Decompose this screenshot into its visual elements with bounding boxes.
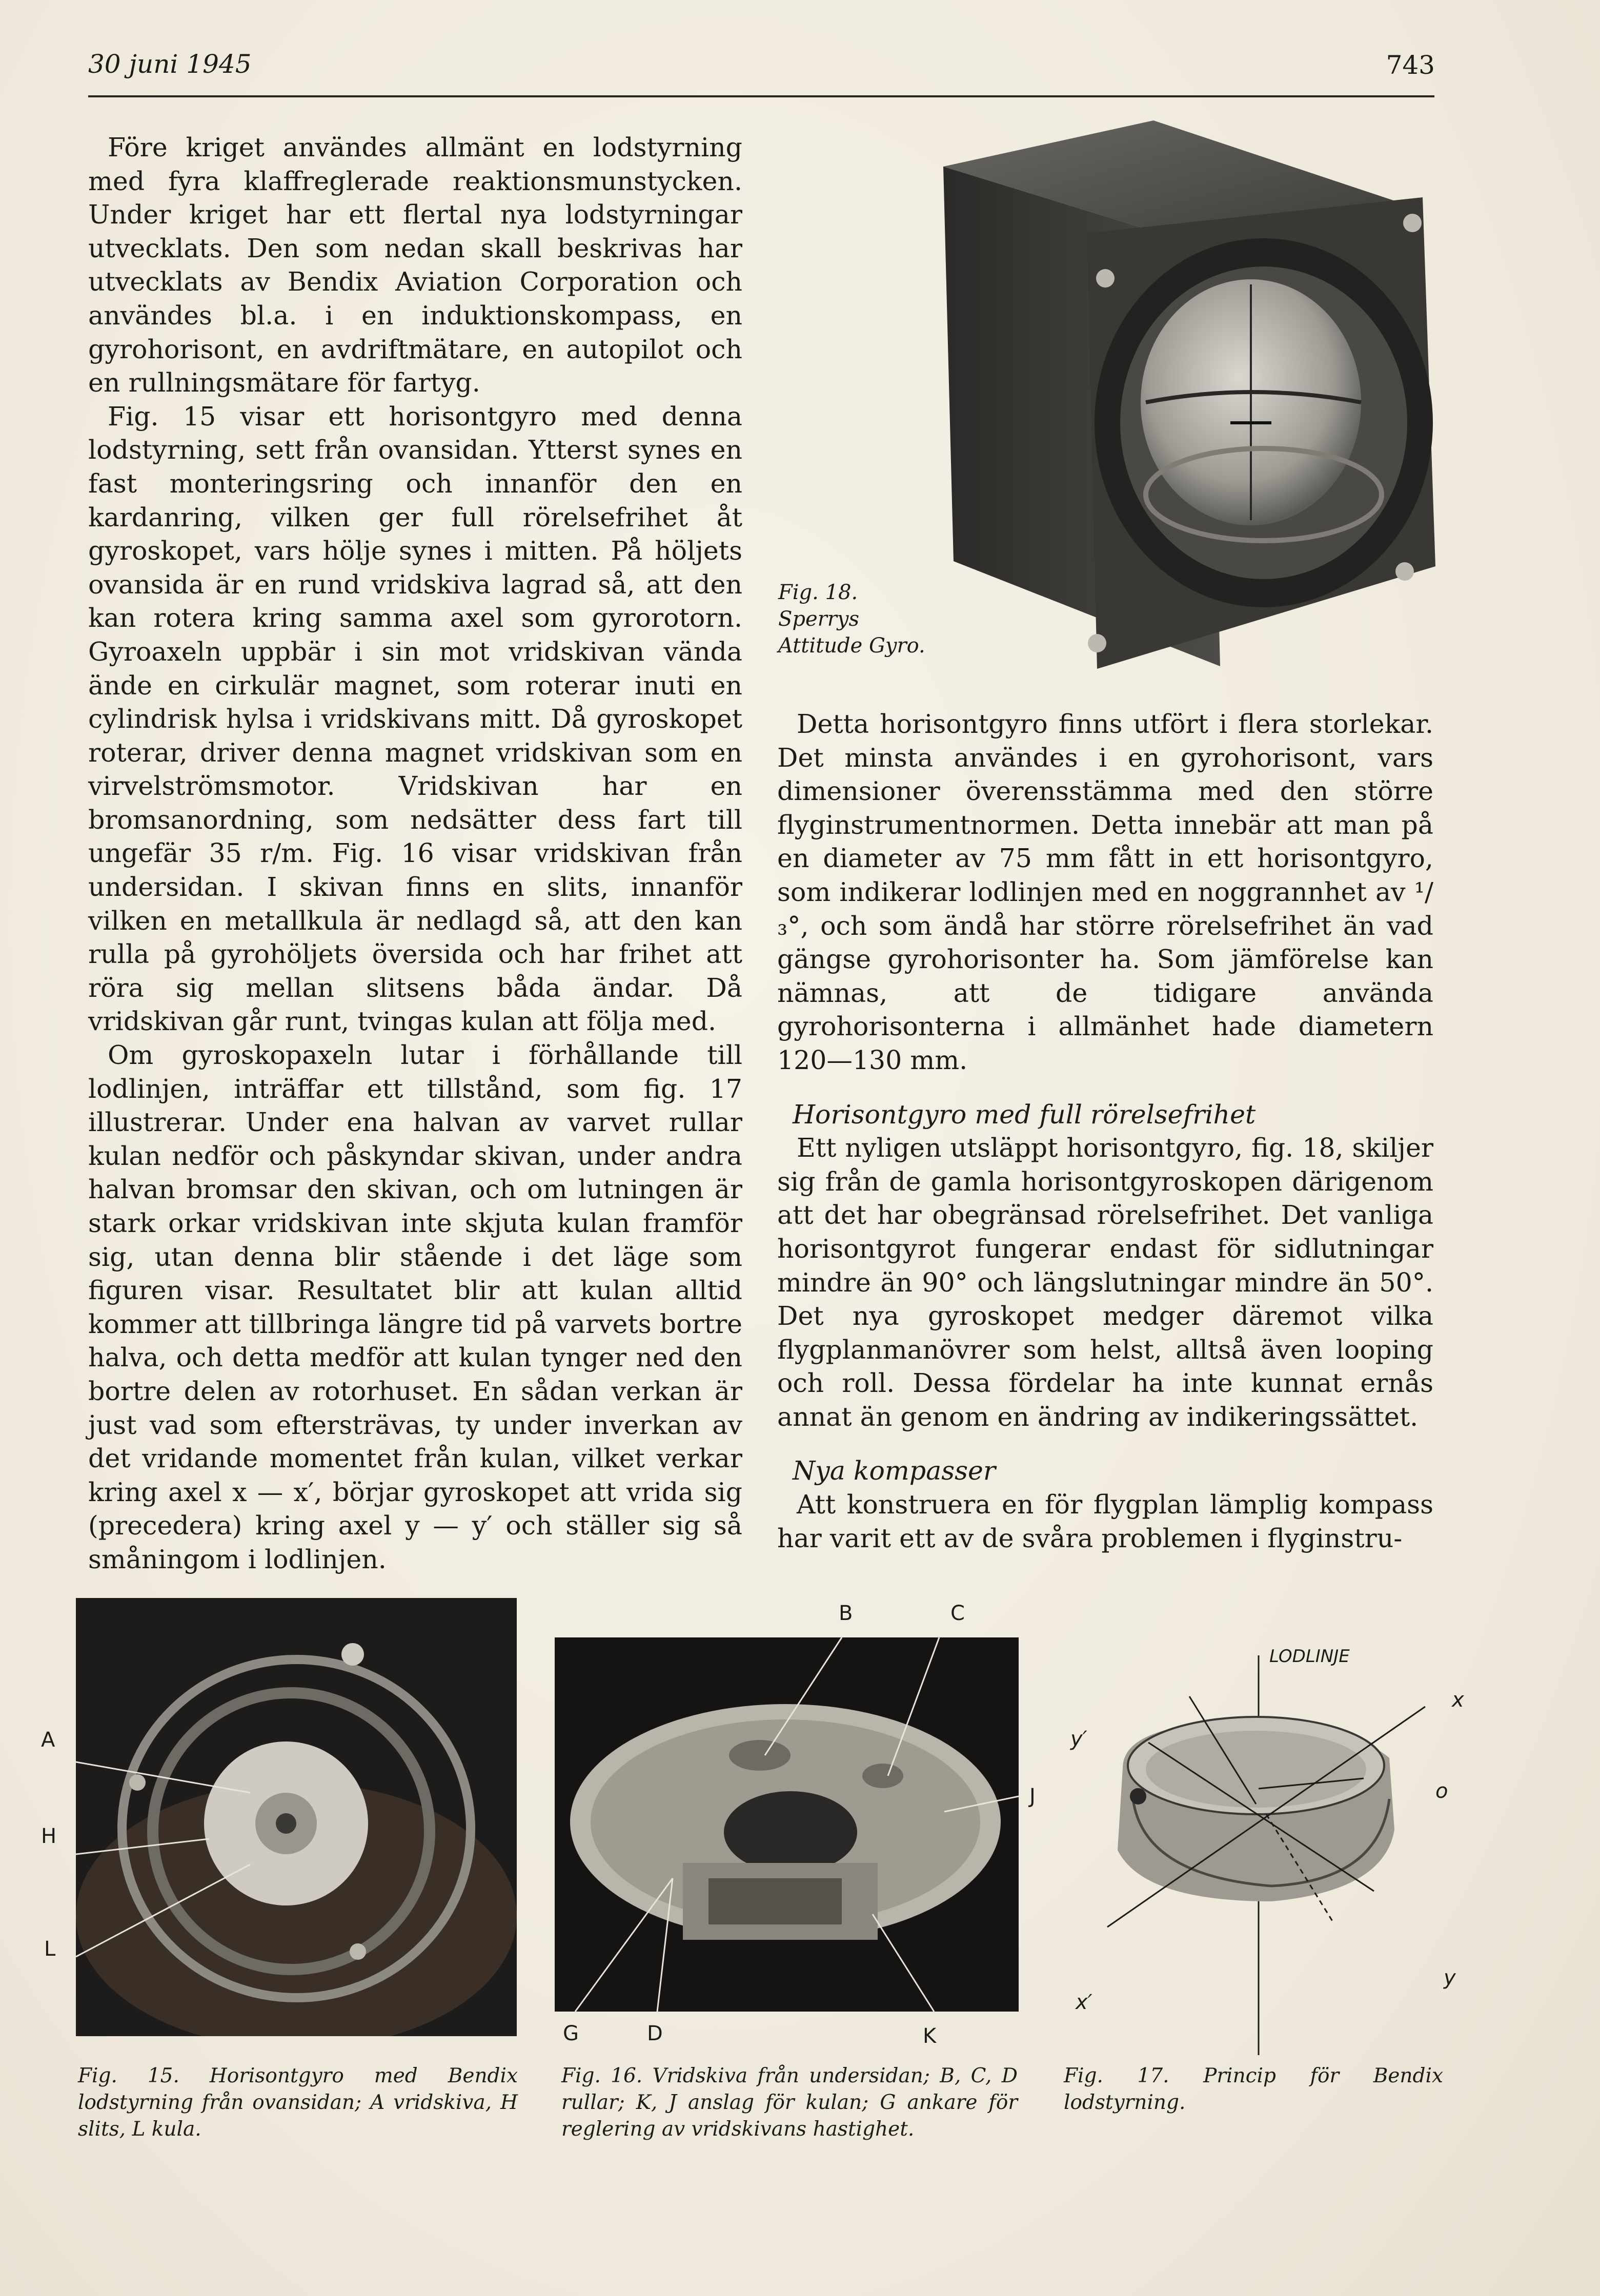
fig15-label-h: H: [41, 1824, 57, 1848]
fig17-label-o: o: [1435, 1779, 1448, 1803]
fig17-label-y: y: [1444, 1966, 1456, 1990]
fig15-label-l: L: [44, 1937, 56, 1961]
fig18-caption: Fig. 18. Sperrys Attitude Gyro.: [778, 581, 925, 658]
fig17-label-x-prime: x′: [1076, 1991, 1092, 2014]
fig16-label-c: C: [950, 1602, 965, 1625]
paragraph: Att konstruera en för flygplan lämplig kompass har varit ett av de svåra problemen i flyginstru-: [777, 1489, 1433, 1553]
fig16-label-d: D: [647, 2022, 663, 2045]
section-heading: Nya kompasser: [793, 1455, 996, 1486]
fig17-label-lodlinje: LODLINJE: [1269, 1646, 1350, 1667]
paragraph: Detta horisontgyro finns utfört i flera storlekar. Det minsta användes i en gyrohorisont, vars dimensioner överensstämma med den större flyginstrumentnormen. Detta innebär att man på en diameter av 75 mm fått in ett horisontgyro, som indikerar lodlinjen med en noggrannhet av ¹/₃°, och som ändå har större rörelsefrihet än vad gängse gyrohorisonter ha. Som jämförelse kan nämnas, att de tidigare använda gyrohorisonterna i allmänhet hade diametern 120—130 mm.: [777, 709, 1433, 1075]
section-heading: Horisontgyro med full rörelsefrihet: [793, 1099, 1256, 1130]
paragraph: Om gyroskopaxeln lutar i förhållande till lodlinjen, inträffar ett tillstånd, som fig. 17 illustrerar. Under ena halvan av varvet rullar kulan nedför och påskyndar skivan, under andra halvan bromsar den skivan, och om lutningen är stark orkar vridskivan inte skjuta kulan framför sig, utan denna blir stående i det läge som figuren visar. Resultatet blir att kulan alltid kommer att tillbringa längre tid på varvets bortre halva, och detta medför att kulan tynger ned den bortre delen av rotorhuset. En sådan verkan är just vad som eftersträvas, ty under inverkan av det vridande momentet från kulan, vilket verkar kring axel x — x′, börjar gyroskopet att vrida sig (precedera) kring axel y — y′ och ställer sig så småningom i lodlinjen.: [88, 1040, 742, 1574]
paragraph: Ett nyligen utsläppt horisontgyro, fig. 18, skiljer sig från de gamla horisontgyroskopen därigenom att det har obegränsad rörelsefrihet. Det vanliga horisontgyrot fungerar endast för sidlutningar mindre än 90° och längslutningar mindre än 50°. Det nya gyroskopet medger däremot vilka flygplanmanövrer som helst, alltså även looping och roll. Dessa fördelar ha inte kunnat ernås annat än genom en ändring av indikeringssättet.: [777, 1133, 1433, 1432]
fig15-label-a: A: [41, 1728, 55, 1752]
left-column: [88, 131, 742, 1576]
fig15-photo: [76, 1598, 517, 2036]
header-date: 30 juni 1945: [88, 49, 252, 79]
fig16-photo: [555, 1637, 1019, 2012]
paragraph: Fig. 15 visar ett horisontgyro med denna lodstyrning, sett från ovansidan. Ytterst synes en fast monteringsring och innanför den en kardanring, vilken ger full rörelsefrihet åt gyroskopet, vars hölje synes i mitten. På höljets ovansida är en rund vridskiva lagrad så, att den kan rotera kring samma axel som gyrorotorn. Gyroaxeln uppbär i sin mot vridskivan vända ände en cirkulär magnet, som roterar inuti en cylindrisk hylsa i vridskivans mitt. Då gyroskopet roterar, driver denna magnet vridskivan som en virvelströmsmotor. Vridskivan har en bromsanordning, som nedsätter dess fart till ungefär 35 r/m. Fig. 16 visar vridskivan från undersidan. I skivan finns en slits, innanför vilken en metallkula är nedlagd så, att den kan rulla på gyrohöljets översida och har frihet att röra sig mellan slitsens båda ändar. Då vridskivan går runt, tvingas kulan att följa med.: [88, 401, 742, 1037]
fig17-label-x: x: [1452, 1688, 1464, 1712]
fig16-label-k: K: [923, 2024, 937, 2048]
fig18-photo: [943, 115, 1441, 674]
header-rule: [88, 95, 1434, 97]
page-number: 743: [1386, 50, 1435, 80]
fig16-label-j: J: [1029, 1785, 1036, 1808]
right-column: [777, 707, 1433, 1555]
fig17-label-y-prime: y′: [1070, 1727, 1087, 1751]
fig16-label-b: B: [839, 1602, 853, 1625]
paragraph: Före kriget användes allmänt en lodstyrning med fyra klaffreglerade reaktionsmunstycken. Under kriget har ett flertal nya lodstyrningar utvecklats. Den som nedan skall beskrivas har utvecklats av Bendix Aviation Corporation och användes bl.a. i en induktionskompass, en gyrohorisont, en avdriftmätare, en autopilot och en rullningsmätare för fartyg.: [88, 132, 742, 398]
fig16-caption: Fig. 16. Vridskiva från undersidan; B, C, D rullar; K, J anslag för kulan; G ankare för reglering av vridskivans hastighet.: [561, 2064, 1018, 2141]
fig15-caption: Fig. 15. Horisontgyro med Bendix lodstyrning från ovansidan; A vridskiva, H slits, L kula.: [78, 2064, 518, 2141]
fig17-caption: Fig. 17. Princip för Bendix lodstyrning.: [1064, 2064, 1443, 2114]
fig16-label-g: G: [563, 2022, 579, 2045]
fig17-diagram: [1056, 1635, 1482, 2055]
